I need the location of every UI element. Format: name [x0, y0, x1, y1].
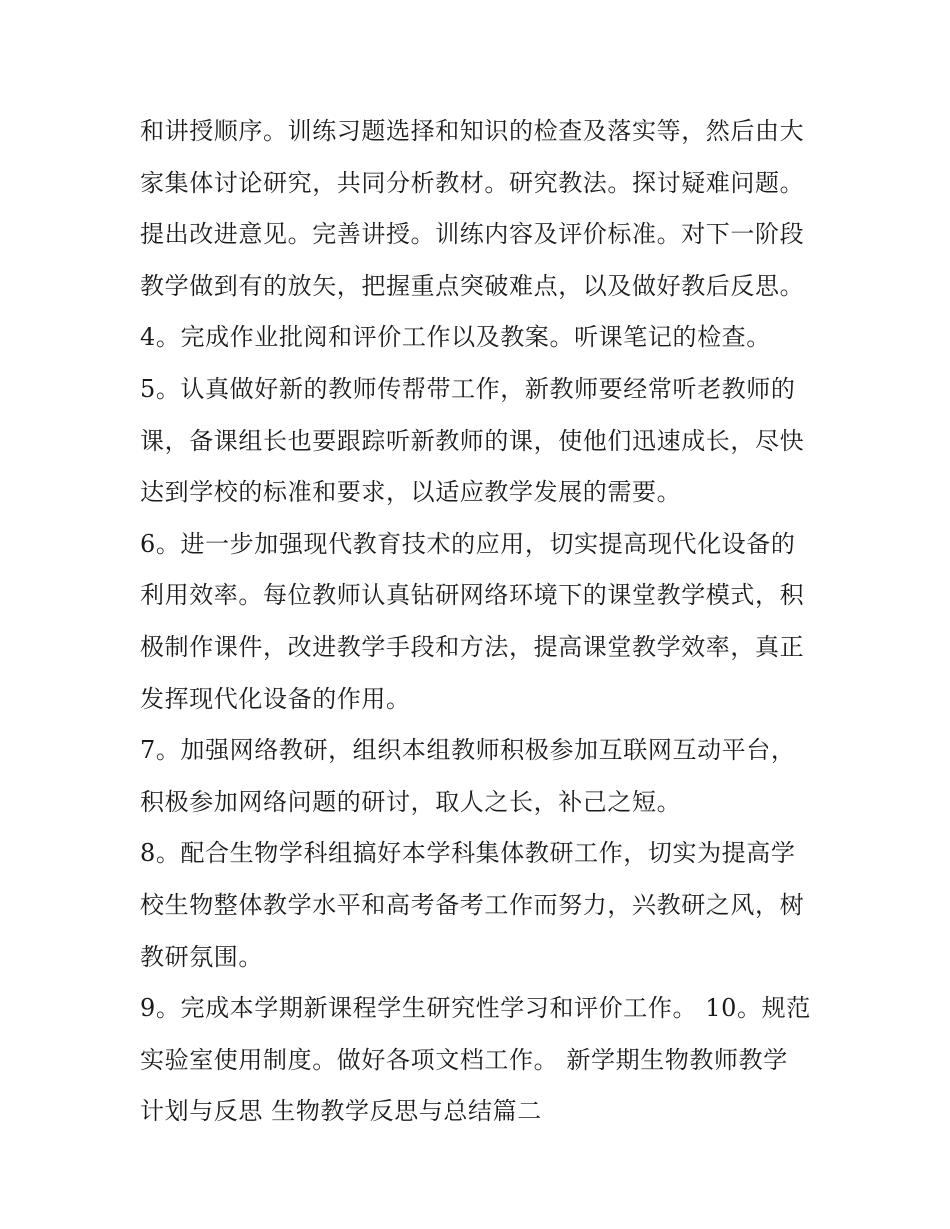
list-item-5: 5。认真做好新的教师传帮带工作，新教师要经常听老教师的	[140, 374, 796, 403]
text-line: 积极参加网络问题的研讨，取人之长，补己之短。	[140, 787, 682, 816]
text-line: 极制作课件，改进教学手段和方法，提高课堂教学效率，真正	[140, 632, 805, 661]
text-line: 提出改进意见。完善讲授。训练内容及评价标准。对下一阶段	[140, 220, 805, 249]
text-line: 和讲授顺序。训练习题选择和知识的检查及落实等，然后由大	[140, 117, 805, 145]
text-line: 实验室使用制度。做好各项文档工作。 新学期生物教师教学	[140, 1045, 788, 1074]
text-line: 达到学校的标准和要求，以适应教学发展的需要。	[140, 478, 682, 507]
text-line: 教学做到有的放矢，把握重点突破难点，以及做好教后反思。	[140, 271, 805, 300]
list-item-4: 4。完成作业批阅和评价工作以及教案。听课笔记的检查。	[140, 323, 771, 352]
list-item-8: 8。配合生物学科组搞好本学科集体教研工作，切实为提高学	[140, 839, 796, 868]
text-line: 计划与反思 生物教学反思与总结篇二	[140, 1097, 542, 1126]
text-line: 教研氛围。	[140, 942, 263, 971]
text-line: 校生物整体教学水平和高考备考工作而努力，兴教研之风，树	[140, 890, 805, 919]
text-line: 课，备课组长也要跟踪听新教师的课，使他们迅速成长，尽快	[140, 426, 805, 455]
text-line: 家集体讨论研究，共同分析教材。研究教法。探讨疑难问题。	[140, 168, 805, 197]
list-item-6: 6。进一步加强现代教育技术的应用，切实提高现代化设备的	[140, 529, 796, 558]
list-item-9: 9。完成本学期新课程学生研究性学习和评价工作。 10。规范	[140, 994, 811, 1023]
text-line: 发挥现代化设备的作用。	[140, 684, 411, 713]
document-body	[140, 106, 820, 1138]
list-item-7: 7。加强网络教研，组织本组教师积极参加互联网互动平台，	[140, 736, 796, 765]
text-line: 利用效率。每位教师认真钻研网络环境下的课堂教学模式，积	[140, 581, 805, 610]
